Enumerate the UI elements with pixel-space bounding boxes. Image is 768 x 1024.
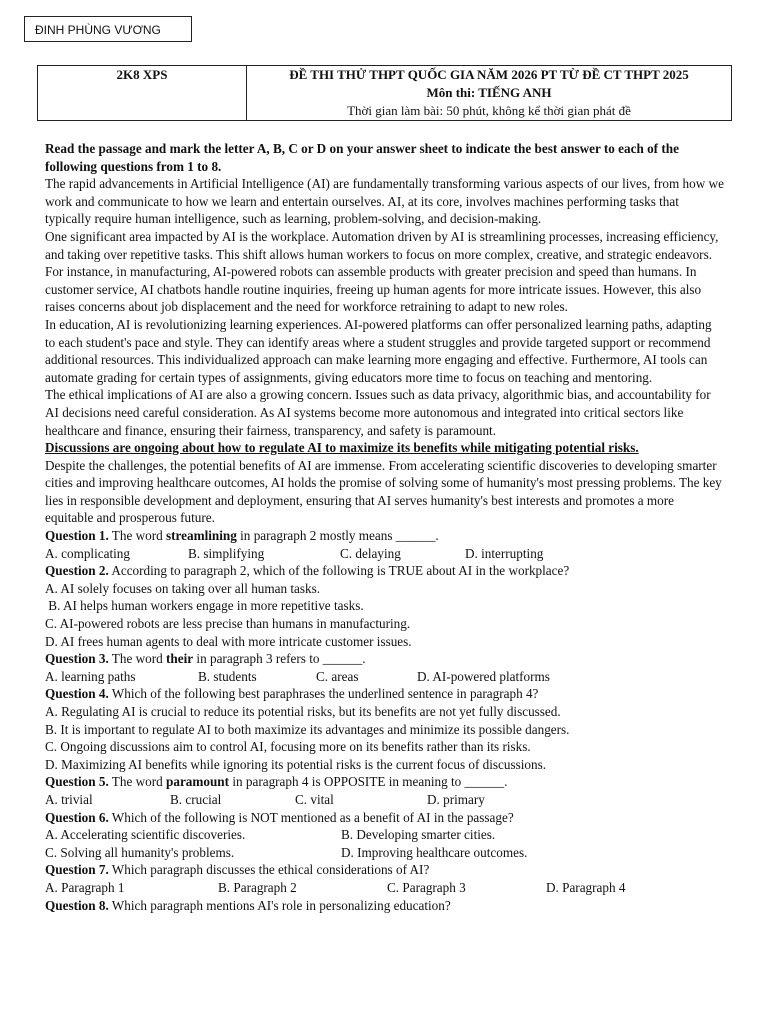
question-7	[45, 861, 725, 879]
question-label: Question 4.	[45, 686, 109, 702]
keyword: streamlining	[166, 528, 237, 544]
question-text: The word	[108, 528, 167, 544]
option-d[interactable]: D. primary	[427, 791, 485, 807]
option-d[interactable]: D. AI frees human agents to deal with more intricate customer issues.	[45, 633, 412, 649]
underlined-sentence: Discussions are ongoing about how to regulate AI to maximize its benefits while mitigating potential risks.	[45, 440, 639, 456]
option-a[interactable]: A. Regulating AI is crucial to reduce its potential risks, but its benefits are not yet fully discussed.	[45, 704, 561, 719]
question-text: Which paragraph mentions AI's role in personalizing education?	[108, 897, 451, 913]
question-text: Which of the following is NOT mentioned as a benefit of AI in the passage?	[108, 809, 514, 825]
option-a[interactable]: A. AI solely focuses on taking over all human tasks.	[45, 580, 321, 596]
question-text: The word	[108, 651, 167, 667]
option-b[interactable]: B. simplifying	[188, 545, 265, 561]
option-b[interactable]: B. crucial	[170, 791, 222, 807]
exam-time: Thời gian làm bài: 50 phút, không kể thời gian phát đề	[347, 103, 631, 118]
question-label: Question 2.	[45, 563, 109, 579]
option-c[interactable]: C. delaying	[340, 545, 401, 561]
option-d[interactable]: D. Improving healthcare outcomes.	[341, 844, 528, 860]
question-1	[45, 527, 725, 545]
question-7-options	[45, 879, 725, 897]
question-text: The word	[108, 774, 167, 790]
question-2	[45, 562, 725, 580]
instruction: Read the passage and mark the letter A, B, C or D on your answer sheet to indicate the best answer to each of the following questions from 1 to 8.	[45, 141, 679, 174]
question-label: Question 3.	[45, 651, 109, 667]
question-1-options	[45, 545, 725, 563]
option-a[interactable]: A. Paragraph 1	[45, 879, 125, 895]
option-a[interactable]: A. Accelerating scientific discoveries.	[45, 827, 246, 843]
option-d[interactable]: D. AI-powered platforms	[417, 668, 550, 684]
exam-content	[45, 140, 725, 914]
option-d[interactable]: D. interrupting	[465, 545, 544, 561]
exam-info	[247, 66, 732, 121]
option-b[interactable]: B. It is important to regulate AI to both maximize its advantages and minimize its possible dangers.	[45, 721, 570, 737]
question-3	[45, 650, 725, 668]
question-text: Which of the following best paraphrases the underlined sentence in paragraph 4?	[108, 686, 539, 702]
paragraph-2: One significant area impacted by AI is the workplace. Automation driven by AI is streamlining processes, increasing efficiency, and taking over repetitive tasks. This shift allows human workers to focus on more complex, creative, and strategic endeavors. For instance, in manufacturing, AI-powered robots can assemble products with greater precision and speed than humans. In customer service, AI chatbots handle routine inquiries, freeing up human agents for more intricate issues. However, this also raises concerns about job displacement and the need for workforce retraining to adapt to new roles.	[45, 228, 719, 315]
question-label: Question 5.	[45, 774, 109, 790]
question-text: Which paragraph discusses the ethical considerations of AI?	[108, 862, 430, 878]
paragraph-4: The ethical implications of AI are also a growing concern. Issues such as data privacy, algorithmic bias, and accountability for AI decisions need careful consideration. As AI systems become more autonomous and integrated into critical sectors like healthcare and finance, ensuring their fairness, transparency, and safety is paramount.	[45, 387, 711, 438]
option-b[interactable]: B. Paragraph 2	[218, 879, 297, 895]
option-a[interactable]: A. complicating	[45, 545, 130, 561]
option-c[interactable]: C. Paragraph 3	[387, 879, 466, 895]
question-3-options	[45, 668, 725, 686]
option-c[interactable]: C. Ongoing discussions aim to control AI, focusing more on its benefits rather than its risks.	[45, 739, 531, 755]
exam-header	[37, 65, 732, 121]
option-b[interactable]: B. Developing smarter cities.	[341, 827, 496, 843]
author-name: ĐINH PHÙNG VƯƠNG	[24, 16, 192, 42]
question-text: in paragraph 2 mostly means ______.	[236, 528, 439, 544]
option-d[interactable]: D. Maximizing AI benefits while ignoring its potential risks is the current focus of discussions.	[45, 756, 547, 772]
exam-title: ĐỀ THI THỬ THPT QUỐC GIA NĂM 2026 PT TỪ ĐỀ CT THPT 2025	[289, 67, 689, 82]
question-label: Question 7.	[45, 862, 109, 878]
keyword: paramount	[166, 774, 230, 790]
paragraph-1: The rapid advancements in Artificial Intelligence (AI) are fundamentally transforming various aspects of our lives, from how we work and communicate to how we learn and entertain ourselves. AI, at its core, involves machines performing tasks that typically require human intelligence, such as learning, problem-solving, and decision-making.	[45, 176, 724, 227]
option-a[interactable]: A. learning paths	[45, 668, 136, 684]
option-c[interactable]: C. Solving all humanity's problems.	[45, 844, 235, 860]
question-text: According to paragraph 2, which of the following is TRUE about AI in the workplace?	[108, 563, 570, 579]
option-d[interactable]: D. Paragraph 4	[546, 879, 626, 895]
question-5-options	[45, 791, 725, 809]
question-6	[45, 809, 725, 827]
question-4	[45, 685, 725, 703]
question-6-options-row-2	[45, 844, 725, 862]
exam-subject: Môn thi: TIẾNG ANH	[426, 85, 552, 100]
question-6-options-row-1	[45, 826, 725, 844]
question-label: Question 1.	[45, 528, 109, 544]
question-text: in paragraph 3 refers to ______.	[193, 651, 366, 667]
option-a[interactable]: A. trivial	[45, 791, 93, 807]
keyword: their	[166, 651, 194, 667]
paragraph-3: In education, AI is revolutionizing learning experiences. AI-powered platforms can offer personalized learning paths, adapting to each student's pace and style. They can identify areas where a student struggles and provide targeted support or recommend additional resources. This individualized approach can make learning more engaging and effective. Furthermore, AI tools can automate grading for certain types of assignments, giving educators more time to focus on teaching and mentoring.	[45, 316, 712, 385]
exam-code: 2K8 XPS	[38, 66, 247, 121]
question-text: in paragraph 4 is OPPOSITE in meaning to ______.	[229, 774, 508, 790]
option-b[interactable]: B. AI helps human workers engage in more repetitive tasks.	[45, 598, 364, 614]
question-8	[45, 897, 725, 915]
option-b[interactable]: B. students	[198, 668, 257, 684]
option-c[interactable]: C. areas	[316, 668, 359, 684]
option-c[interactable]: C. vital	[295, 791, 334, 807]
question-label: Question 8.	[45, 897, 109, 913]
option-c[interactable]: C. AI-powered robots are less precise than humans in manufacturing.	[45, 616, 411, 632]
paragraph-5: Despite the challenges, the potential benefits of AI are immense. From accelerating scientific discoveries to developing smarter cities and improving healthcare outcomes, AI holds the promise of solving some of humanity's most pressing problems. The key lies in responsible development and deployment, ensuring that AI serves humanity's best interests and promotes a more equitable and prosperous future.	[45, 457, 722, 526]
question-5	[45, 773, 725, 791]
question-label: Question 6.	[45, 809, 109, 825]
